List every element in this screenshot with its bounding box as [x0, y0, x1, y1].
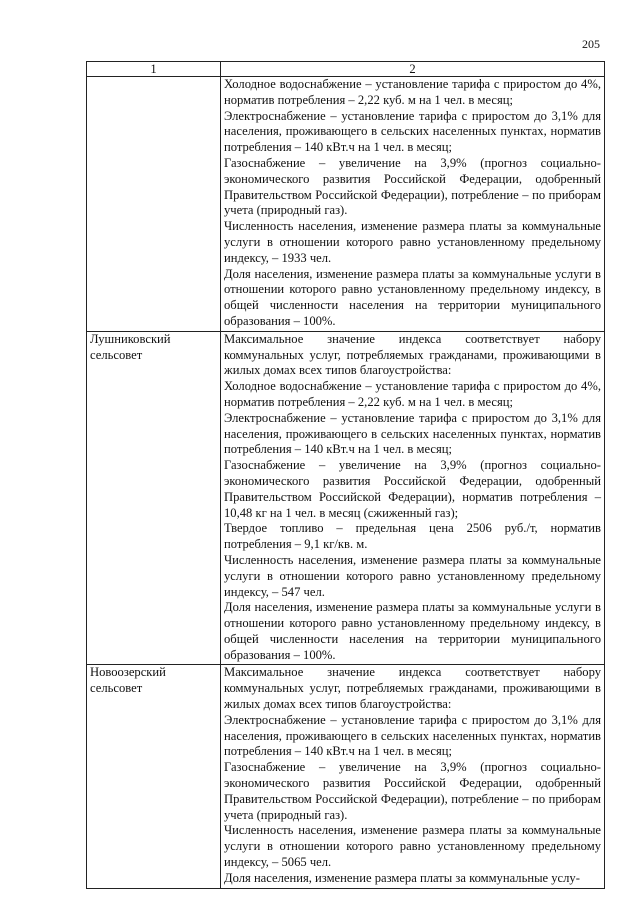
paragraph: Максимальное значение индекса соответствует набору коммунальных услуг, потребляемых гражданами, проживающими в жилых домах всех типов благоустройства:: [224, 331, 601, 378]
table-row: [87, 331, 605, 665]
paragraph: Газоснабжение – увеличение на 3,9% (прогноз социально-экономического развития Российской Федерации, одобренный Правительством Российской Федерации), норматив потребления – 10,48 кг на 1 чел. в месяц (сжиженный газ);: [224, 458, 601, 520]
paragraph: Максимальное значение индекса соответствует набору коммунальных услуг, потребляемых гражданами, проживающими в жилых домах всех типов благоустройства:: [224, 665, 601, 712]
paragraph: Численность населения, изменение размера платы за коммунальные услуги в отношении которого равно установленному предельному индексу, – 5065 чел.: [224, 823, 601, 870]
paragraph: Газоснабжение – увеличение на 3,9% (прогноз социально-экономического развития Российской Федерации, одобренный Правительством Российской Федерации), потребление – по приборам учета (природный газ).: [224, 760, 601, 822]
description-cell: [221, 331, 605, 665]
municipality-name-cell: Лушниковский сельсовет: [87, 331, 221, 665]
description-cell: [221, 77, 605, 332]
paragraph: Доля населения, изменение размера платы за коммунальные услуги в отношении которого равно установленному предельному индексу, в общей численности населения на территории муниципального образования – 100%.: [224, 266, 601, 328]
paragraph: Холодное водоснабжение – установление тарифа с приростом до 4%, норматив потребления – 2,22 куб. м на 1 чел. в месяц;: [224, 77, 601, 107]
table-row: [87, 77, 605, 332]
paragraph: Численность населения, изменение размера платы за коммунальные услуги в отношении которого равно установленному предельному индексу, – 1933 чел.: [224, 219, 601, 265]
municipality-name-cell: Новоозерский сельсовет: [87, 665, 221, 888]
paragraph: Электроснабжение – установление тарифа с приростом до 3,1% для населения, проживающего в сельских населенных пунктах, норматив потребления – 140 кВт.ч на 1 чел. в месяц;: [224, 108, 601, 155]
paragraph: Твердое топливо – предельная цена 2506 руб./т, норматив потребления – 9,1 кг/кв. м.: [224, 521, 601, 552]
municipality-name-cell: [87, 77, 221, 332]
page-number: 205: [582, 37, 600, 51]
paragraph: Доля населения, изменение размера платы за коммунальные услу-: [224, 870, 580, 885]
table-row: [87, 665, 605, 888]
paragraph: Электроснабжение – установление тарифа с приростом до 3,1% для населения, проживающего в сельских населенных пунктах, норматив потребления – 140 кВт.ч на 1 чел. в месяц;: [224, 712, 601, 759]
table-header-row: [87, 62, 605, 77]
paragraph: Холодное водоснабжение – установление тарифа с приростом до 4%, норматив потребления – 2,22 куб. м на 1 чел. в месяц;: [224, 379, 601, 409]
column-header-1: 1: [87, 62, 221, 77]
paragraph: Доля населения, изменение размера платы за коммунальные услуги в отношении которого равно установленному предельному индексу, в общей численности населения на территории муниципального образования – 100%.: [224, 600, 601, 662]
column-header-2: 2: [221, 62, 605, 77]
paragraph: Численность населения, изменение размера платы за коммунальные услуги в отношении которого равно установленному предельному индексу, – 547 чел.: [224, 552, 601, 599]
description-cell: [221, 665, 605, 888]
paragraph: Электроснабжение – установление тарифа с приростом до 3,1% для населения, проживающего в сельских населенных пунктах, норматив потребления – 140 кВт.ч на 1 чел. в месяц;: [224, 410, 601, 457]
paragraph: Газоснабжение – увеличение на 3,9% (прогноз социально-экономического развития Российской Федерации, одобренный Правительством Российской Федерации), потребление – по приборам учета (природный газ).: [224, 155, 601, 218]
document-table: [86, 61, 605, 889]
